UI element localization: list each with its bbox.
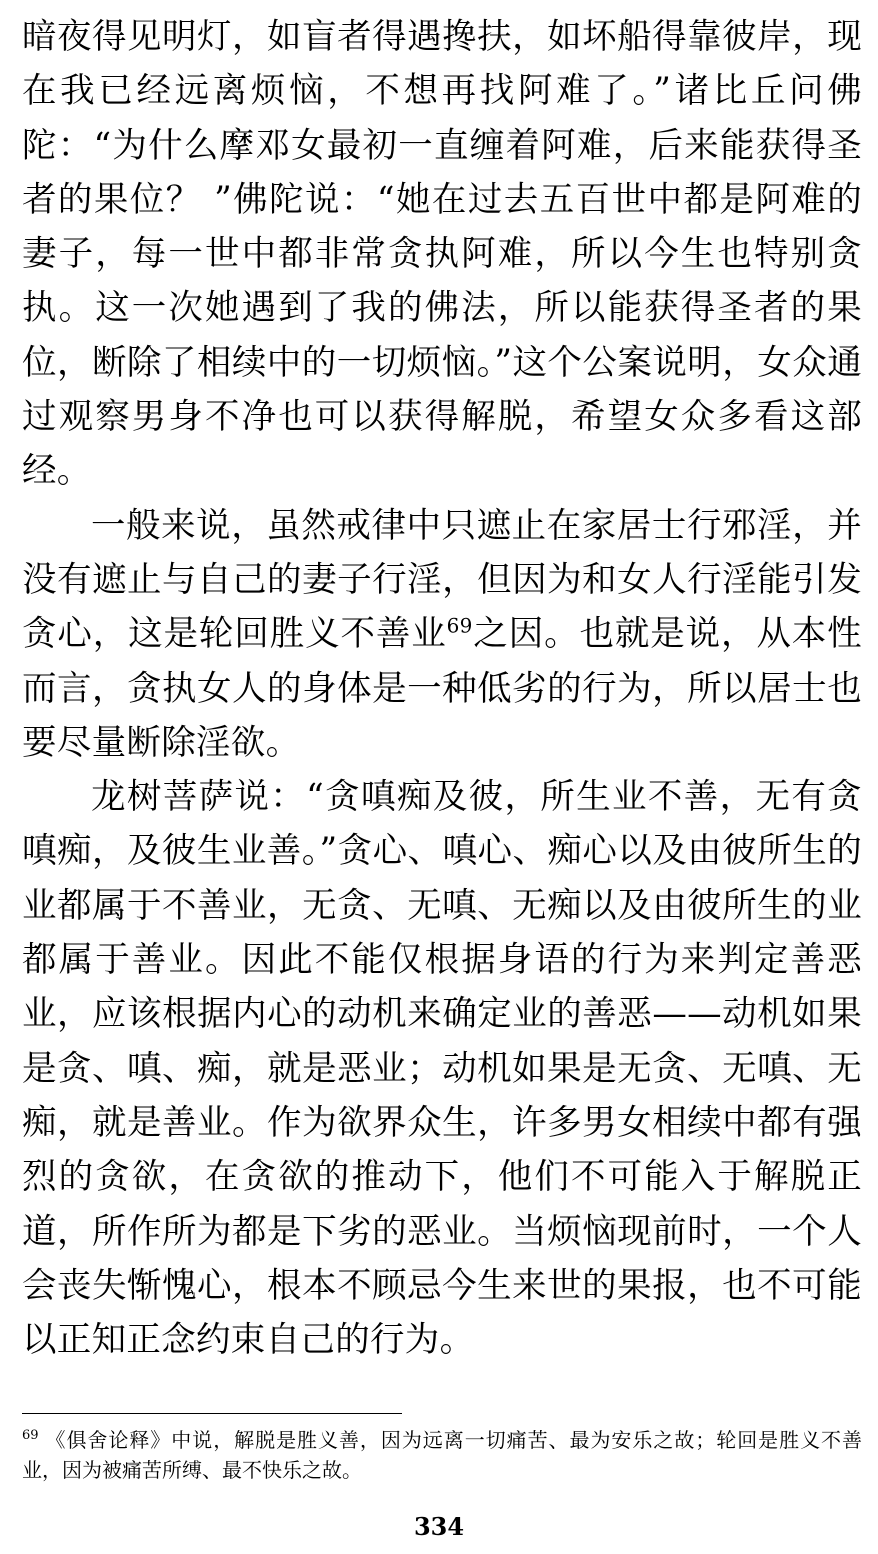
footnote-divider xyxy=(22,1413,402,1414)
paragraph-text-before-ref: 一般来说，虽然戒律中只遮止在家居士行邪淫，并没有遮止与自己的妻子行淫，但因为和女人行淫能引发贪心，这是轮回胜义不善业 xyxy=(22,505,862,655)
footnote xyxy=(22,1425,862,1485)
paragraph-nagarjuna xyxy=(22,770,862,1367)
footnote-reference[interactable]: 69 xyxy=(446,613,473,638)
footnote-number: 69 xyxy=(22,1428,39,1444)
paragraph-precepts xyxy=(22,499,862,770)
paragraph-continuation xyxy=(22,10,862,499)
body-text xyxy=(22,10,862,1367)
page-number: 334 xyxy=(413,1512,465,1541)
paragraph-text-after-ref: 之因。也就是说，从本性而言，贪执女人的身体是一种低劣的行为，所以居士也要尽量断除淫欲。 xyxy=(22,614,862,763)
footnote-text: 《俱舍论释》中说，解脱是胜义善，因为远离一切痛苦、最为安乐之故；轮回是胜义不善业，因为被痛苦所缚、最不快乐之故。 xyxy=(22,1428,862,1482)
paragraph-text: 暗夜得见明灯，如盲者得遇搀扶，如坏船得靠彼岸，现在我已经远离烦恼，不想再找阿难了。”诸比丘问佛陀：“为什么摩邓女最初一直缠着阿难，后来能获得圣者的果位？ ”佛陀说：“她在过去五百世中都是阿难的妻子，每一世中都非常贪执阿难，所以今生也特别贪执。这一次她遇到了我的佛法，所以能获得圣者的果位，断除了相续中的一切烦恼。”这个公案说明，女众通过观察男身不净也可以获得解脱，希望女众多看这部经。 xyxy=(22,17,862,492)
paragraph-text: 龙树菩萨说：“贪嗔痴及彼，所生业不善，无有贪嗔痴，及彼生业善。”贪心、嗔心、痴心以及由彼所生的业都属于不善业，无贪、无嗔、无痴以及由彼所生的业都属于善业。因此不能仅根据身语的行为来判定善恶业，应该根据内心的动机来确定业的善恶——动机如果是贪、嗔、痴，就是恶业；动机如果是无贪、无嗔、无痴，就是善业。作为欲界众生，许多男女相续中都有强烈的贪欲，在贪欲的推动下，他们不可能入于解脱正道，所作所为都是下劣的恶业。当烦恼现前时，一个人会丧失惭愧心，根本不顾忌今生来世的果报，也不可能以正知正念约束自己的行为。 xyxy=(22,777,862,1361)
